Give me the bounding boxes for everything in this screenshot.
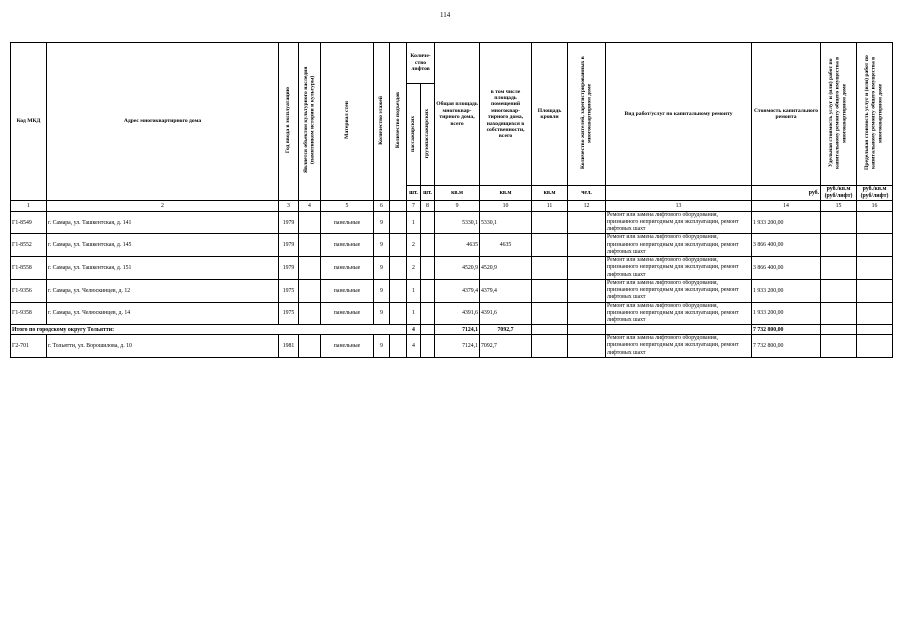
cell-roof [532,257,568,280]
page-number: 114 [440,11,451,19]
cell-residents [568,335,606,358]
unit-rub-sqm: руб./кв.м (руб/лифт) [857,186,893,200]
cell-lifts-cargo [421,279,435,302]
cell-owned-area: 4379,4 [480,279,532,302]
column-number: 4 [299,200,321,211]
cell-lifts-passenger: 1 [407,211,421,234]
cell-total-area: 4635 [435,234,480,257]
cell-address: г. Самара, ул. Ташкентская, д. 145 [47,234,279,257]
cell-work: Ремонт или замена лифтового оборудования, признанного непригодным для эксплуатации, ремонт лифтовых шахт [606,257,752,280]
column-number: 16 [857,200,893,211]
cell-code: Г2-701 [11,335,47,358]
cell-year: 1975 [279,302,299,325]
col-entrances-header: Количество подъездов [390,43,407,201]
cell-lifts-cargo [421,257,435,280]
cell-roof [532,211,568,234]
cell-total-area: 4391,6 [435,302,480,325]
table-row [11,257,893,280]
column-number: 1 [11,200,47,211]
col-unit-cost-header: Удельная стоимость услуг и (или) работ по капитальному ремонту общего имущества в многоквартирном доме [821,43,857,186]
col-lifts-cargo-header: грузопассажирских [421,83,435,185]
cell-floors: 9 [374,335,390,358]
col-residents-header: Количество жителей, зарегистрированных в многоквартирном доме [568,43,606,186]
cell-lifts-cargo [421,211,435,234]
cell-material: панельные [321,234,374,257]
unit-sqm: кв.м [480,186,532,200]
cell-work: Ремонт или замена лифтового оборудования, признанного непригодным для эксплуатации, ремонт лифтовых шахт [606,302,752,325]
cell-roof [532,335,568,358]
column-number: 2 [47,200,279,211]
col-year-header: Год ввода в эксплуатацию [279,43,299,201]
cell-material: панельные [321,279,374,302]
cell-cost: 1 933 200,00 [752,279,821,302]
cell-owned-area: 5330,1 [480,211,532,234]
column-number: 9 [435,200,480,211]
cell-code: Г1-8552 [11,234,47,257]
cell-work: Ремонт или замена лифтового оборудования, признанного непригодным для эксплуатации, ремонт лифтовых шахт [606,234,752,257]
cell-heritage [299,279,321,302]
cell-lifts-cargo [421,335,435,358]
column-number: 6 [374,200,390,211]
column-number: 13 [606,200,752,211]
unit-pcs: шт. [407,186,421,200]
cell-roof [532,302,568,325]
table-row [11,211,893,234]
cell-material: панельные [321,335,374,358]
cell-code: Г1-9356 [11,279,47,302]
total-empty [421,325,435,335]
cell-cost: 1 933 200,00 [752,302,821,325]
cell-max-cost [857,234,893,257]
cell-total-area: 5330,1 [435,211,480,234]
cell-max-cost [857,279,893,302]
cell-lifts-passenger: 4 [407,335,421,358]
cell-entrances [390,335,407,358]
cell-roof [532,279,568,302]
cell-heritage [299,335,321,358]
unit-people: чел. [568,186,606,200]
table-row [11,335,893,358]
col-lifts-header: Количе-ство лифтов [407,43,435,84]
column-number: 7 [407,200,421,211]
cell-work: Ремонт или замена лифтового оборудования, признанного непригодным для эксплуатации, ремонт лифтовых шахт [606,211,752,234]
cell-owned-area: 4635 [480,234,532,257]
cell-entrances [390,302,407,325]
cell-lifts-cargo [421,234,435,257]
table-row [11,279,893,302]
cell-year: 1981 [279,335,299,358]
cell-cost: 7 732 800,00 [752,335,821,358]
cell-entrances [390,257,407,280]
total-row [11,325,893,335]
cell-unit-cost [821,211,857,234]
col-material-header: Материал стен [321,43,374,201]
column-number: 14 [752,200,821,211]
col-address-header: Адрес многоквартирного дома [47,43,279,201]
col-total-area-header: Общая площадь многоквар-тирного дома, всего [435,43,480,186]
cell-year: 1979 [279,234,299,257]
total-area: 7124,1 [435,325,480,335]
col-heritage-header: Является объектом культурного наследия (памятником истории и культуры) [299,43,321,201]
cell-total-area: 7124,1 [435,335,480,358]
total-empty [857,325,893,335]
cell-entrances [390,211,407,234]
cell-residents [568,257,606,280]
cell-address: г. Самара, ул. Ташкентская, д. 151 [47,257,279,280]
cell-unit-cost [821,234,857,257]
cell-heritage [299,257,321,280]
cell-owned-area: 7092,7 [480,335,532,358]
column-number: 8 [421,200,435,211]
cell-entrances [390,279,407,302]
capital-repair-table [10,42,893,358]
table-row [11,302,893,325]
unit-pcs: шт. [421,186,435,200]
cell-year: 1975 [279,279,299,302]
cell-heritage [299,211,321,234]
cell-owned-area: 4520,9 [480,257,532,280]
cell-owned-area: 4391,6 [480,302,532,325]
unit-sqm: кв.м [532,186,568,200]
total-lifts: 4 [407,325,421,335]
cell-material: панельные [321,211,374,234]
column-number: 5 [321,200,374,211]
cell-floors: 9 [374,279,390,302]
column-number: 15 [821,200,857,211]
cell-address: г. Самара, ул. Челюскинцев, д. 12 [47,279,279,302]
cell-year: 1979 [279,211,299,234]
cell-max-cost [857,335,893,358]
cell-floors: 9 [374,211,390,234]
col-lifts-passenger-header: пассажирских [407,83,421,185]
cell-residents [568,302,606,325]
cell-code: Г1-9358 [11,302,47,325]
cell-roof [532,234,568,257]
cell-lifts-cargo [421,302,435,325]
column-number: 10 [480,200,532,211]
cell-residents [568,211,606,234]
cell-residents [568,279,606,302]
column-number-empty [390,200,407,211]
cell-total-area: 4520,9 [435,257,480,280]
col-cost-header: Стоимость капитального ремонта [752,43,821,186]
col-max-cost-header: Предельная стоимость услуг и (или) работ по капитальному ремонту общего имущества в многоквартирном доме [857,43,893,186]
cell-heritage [299,302,321,325]
cell-work: Ремонт или замена лифтового оборудования, признанного непригодным для эксплуатации, ремонт лифтовых шахт [606,279,752,302]
header-row [11,43,893,84]
total-empty [532,325,568,335]
total-owned-area: 7092,7 [480,325,532,335]
total-empty [606,325,752,335]
cell-unit-cost [821,335,857,358]
cell-lifts-passenger: 1 [407,302,421,325]
column-number: 3 [279,200,299,211]
cell-lifts-passenger: 2 [407,234,421,257]
cell-address: г. Самара, ул. Ташкентская, д. 141 [47,211,279,234]
cell-cost: 3 866 400,00 [752,257,821,280]
col-work-header: Вид работ/услуг по капитальному ремонту [606,43,752,186]
cell-work: Ремонт или замена лифтового оборудования, признанного непригодным для эксплуатации, ремонт лифтовых шахт [606,335,752,358]
cell-entrances [390,234,407,257]
column-number: 12 [568,200,606,211]
cell-code: Г1-8558 [11,257,47,280]
cell-year: 1979 [279,257,299,280]
column-number-row [11,200,893,211]
cell-unit-cost [821,302,857,325]
cell-max-cost [857,302,893,325]
unit-sqm: кв.м [435,186,480,200]
unit-rub: руб. [752,186,821,200]
cell-floors: 9 [374,257,390,280]
col-code-header: Код МКД [11,43,47,201]
col-owned-area-header: в том числе площадь помещений многоквар-тирного дома, находящихся в собственности, всего [480,43,532,186]
column-number: 11 [532,200,568,211]
cell-cost: 1 933 200,00 [752,211,821,234]
cell-lifts-passenger: 2 [407,257,421,280]
cell-lifts-passenger: 1 [407,279,421,302]
cell-unit-cost [821,279,857,302]
cell-max-cost [857,211,893,234]
cell-cost: 3 866 400,00 [752,234,821,257]
col-roof-header: Площадь кровли [532,43,568,186]
total-label: Итого по городскому округу Тольятти: [11,325,407,335]
cell-material: панельные [321,302,374,325]
cell-max-cost [857,257,893,280]
cell-unit-cost [821,257,857,280]
cell-floors: 9 [374,234,390,257]
table-row [11,234,893,257]
unit-rub-sqm: руб./кв.м (руб/лифт) [821,186,857,200]
cell-floors: 9 [374,302,390,325]
total-empty [821,325,857,335]
cell-address: г. Самара, ул. Челюскинцев, д. 14 [47,302,279,325]
total-cost: 7 732 800,00 [752,325,821,335]
cell-material: панельные [321,257,374,280]
total-empty [568,325,606,335]
unit-empty [606,186,752,200]
cell-residents [568,234,606,257]
cell-total-area: 4379,4 [435,279,480,302]
cell-heritage [299,234,321,257]
cell-code: Г1-8549 [11,211,47,234]
cell-address: г. Тольятти, ул. Ворошилова, д. 10 [47,335,279,358]
col-floors-header: Количество этажей [374,43,390,201]
